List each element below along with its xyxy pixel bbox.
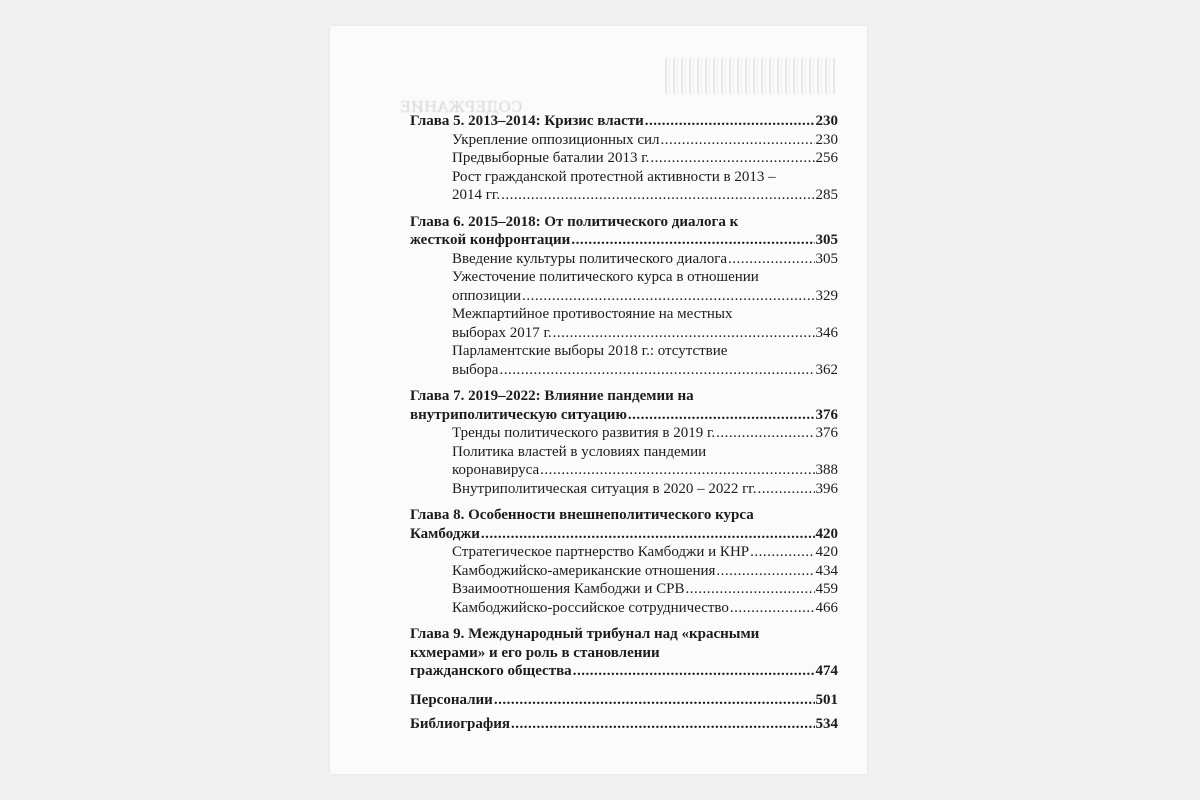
dot-leader <box>661 131 815 150</box>
section-entry[interactable] <box>452 480 838 499</box>
section-title: Введение культуры политического диалога <box>452 250 728 267</box>
bleed-through-barcode <box>665 58 835 94</box>
book-page <box>330 26 867 774</box>
section-entry[interactable] <box>452 131 838 150</box>
page-number: 329 <box>815 287 838 304</box>
page-number: 256 <box>815 150 838 166</box>
section-entry[interactable] <box>452 324 838 343</box>
section-entry[interactable] <box>452 424 838 443</box>
section-list <box>410 543 838 617</box>
section-entry[interactable] <box>452 250 838 269</box>
section-title-line: Межпартийное противостояние на местных <box>452 306 733 322</box>
dot-leader <box>728 250 814 269</box>
page-number: 305 <box>815 232 838 248</box>
page-number: 376 <box>815 425 838 441</box>
chapter-title-line: Глава 9. Международный трибунал над «красными <box>410 626 760 642</box>
section-title: 2014 гг. <box>452 187 501 203</box>
section-entry[interactable] <box>452 562 838 581</box>
section-title: Камбоджийско-американские отношения <box>452 562 716 579</box>
page-number: 305 <box>815 250 838 267</box>
page-number: 230 <box>815 113 838 129</box>
page-number: 459 <box>815 581 838 597</box>
chapter-block <box>410 213 838 380</box>
dot-leader <box>757 480 814 499</box>
chapter-title: внутриполитическую ситуацию <box>410 406 627 423</box>
section-entry[interactable] <box>452 599 838 618</box>
page-number: 388 <box>815 462 838 478</box>
chapter-title: Камбоджи <box>410 525 480 542</box>
dot-leader <box>716 562 814 581</box>
dot-leader <box>573 662 815 681</box>
section-entry[interactable] <box>452 149 838 168</box>
chapter-title-line: Глава 8. Особенности внешнеполитического курса <box>410 507 754 523</box>
section-title-line: Парламентские выборы 2018 г.: отсутствие <box>452 343 728 359</box>
chapter-title: Библиография <box>410 716 511 732</box>
section-title: Укрепление оппозиционных сил <box>452 131 660 148</box>
page-number: 362 <box>815 361 838 378</box>
section-title: Взаимоотношения Камбоджи и СРВ <box>452 581 685 597</box>
section-title-line: Рост гражданской протестной активности в 2013 – <box>452 168 776 185</box>
dot-leader <box>494 691 815 710</box>
dot-leader <box>553 324 815 343</box>
dot-leader <box>730 599 815 618</box>
dot-leader <box>750 543 814 562</box>
chapter-entry[interactable] <box>410 112 838 131</box>
dot-leader <box>481 525 815 544</box>
section-entry[interactable] <box>452 580 838 599</box>
chapter-entry[interactable] <box>410 231 838 250</box>
section-entry[interactable] <box>452 287 838 306</box>
page-number: 474 <box>815 663 838 679</box>
page-number: 346 <box>815 324 838 341</box>
page-number: 434 <box>815 562 838 579</box>
section-title: Предвыборные баталии 2013 г. <box>452 150 650 166</box>
section-title: Внутриполитическая ситуация в 2020 – 2022 гг. <box>452 480 757 497</box>
page-number: 420 <box>815 544 838 560</box>
chapter-title-line: кхмерами» и его роль в становлении <box>410 644 660 661</box>
section-entry[interactable] <box>452 461 838 480</box>
section-title-line: Ужесточение политического курса в отношении <box>452 269 759 285</box>
chapter-title-line: Глава 7. 2019–2022: Влияние пандемии на <box>410 388 694 404</box>
dot-leader <box>645 112 815 131</box>
page-number: 466 <box>815 599 838 616</box>
page-number: 534 <box>815 716 838 732</box>
dot-leader <box>522 287 814 306</box>
section-title: выбора <box>452 361 499 378</box>
page-number: 420 <box>815 525 838 542</box>
page-number: 285 <box>815 187 838 203</box>
chapter-title: Персоналии <box>410 691 493 708</box>
appendix-entry[interactable] <box>410 715 838 734</box>
section-title: оппозиции <box>452 287 522 304</box>
section-entry[interactable] <box>452 543 838 562</box>
dot-leader <box>499 361 814 380</box>
dot-leader <box>685 580 814 599</box>
section-list <box>410 250 838 380</box>
page-number: 376 <box>815 406 838 423</box>
chapter-block <box>410 112 838 205</box>
page-number: 396 <box>815 480 838 497</box>
section-title: выборах 2017 г. <box>452 324 552 341</box>
section-title-line: Политика властей в условиях пандемии <box>452 443 707 460</box>
dot-leader <box>716 424 814 443</box>
chapter-block <box>410 387 838 498</box>
section-title: Тренды политического развития в 2019 г. <box>452 425 716 441</box>
dot-leader <box>571 231 814 250</box>
page-number: 230 <box>815 131 838 148</box>
section-entry[interactable] <box>452 361 838 380</box>
section-title: Камбоджийско-российское сотрудничество <box>452 599 729 616</box>
chapter-entry[interactable] <box>410 406 838 425</box>
chapter-title-line: Глава 6. 2015–2018: От политического диалога к <box>410 213 739 230</box>
section-title: Стратегическое партнерство Камбоджи и КНР <box>452 544 750 560</box>
chapter-block <box>410 506 838 617</box>
dot-leader <box>540 461 814 480</box>
dot-leader <box>501 186 814 205</box>
section-title: коронавируса <box>452 462 540 478</box>
dot-leader <box>628 406 815 425</box>
chapter-title: гражданского общества <box>410 663 572 679</box>
chapter-block <box>410 625 838 681</box>
dot-leader <box>650 149 814 168</box>
section-entry[interactable] <box>452 186 838 205</box>
appendix-entry[interactable] <box>410 691 838 710</box>
section-list <box>410 131 838 205</box>
chapter-entry[interactable] <box>410 662 838 681</box>
bleed-through-text: СОДЕРЖАНИЕ <box>400 98 523 116</box>
table-of-contents <box>410 112 838 734</box>
section-list <box>410 424 838 498</box>
dot-leader <box>511 715 814 734</box>
page-number: 501 <box>815 691 838 708</box>
chapter-entry[interactable] <box>410 525 838 544</box>
chapter-title: жесткой конфронтации <box>410 232 571 248</box>
chapter-title: Глава 5. 2013–2014: Кризис власти <box>410 113 644 129</box>
